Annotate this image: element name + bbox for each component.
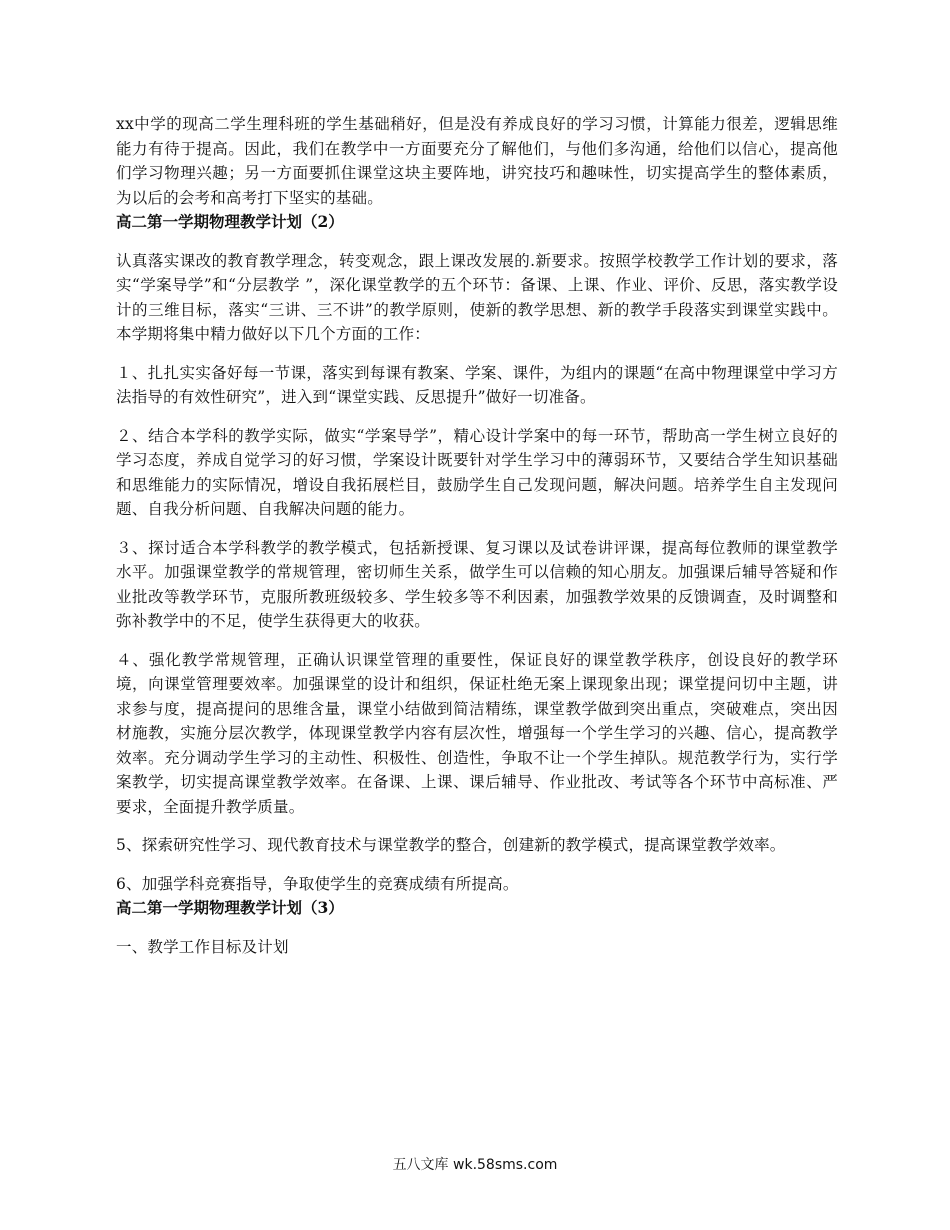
section-2-item-5: 5、探索研究性学习、现代教育技术与课堂教学的整合，创建新的教学模式，提高课堂教学效率。 [116,836,786,854]
document-body [116,112,838,959]
section-2-item-3: ３、探讨适合本学科教学的教学模式，包括新授课、复习课以及试卷讲评课，提高每位教师的课堂教学水平。加强课堂教学的常规管理，密切师生关系，做学生可以信赖的知心朋友。加强课后辅导答疑和作业批改等教学环节，克服所教班级较多、学生较多等不利因素，加强教学效果的反馈调查，及时调整和弥补教学中的不足，使学生获得更大的收获。 [116,538,838,630]
section-3-title: 高二第一学期物理教学计划（3） [116,898,344,917]
section-2-item-2: ２、结合本学科的教学实际，做实“学案导学”，精心设计学案中的每一环节，帮助高一学生树立良好的学习态度，养成自觉学习的好习惯，学案设计既要针对学生学习中的薄弱环节，又要结合学生知识基础和思维能力的实际情况，增设自我拓展栏目，鼓励学生自己发现问题，解决问题。培养学生自主发现问题、自我分析问题、自我解决问题的能力。 [116,426,838,518]
section-2-paragraph-intro: 认真落实课改的教育教学理念，转变观念，跟上课改发展的.新要求。按照学校教学工作计划的要求，落实“学案导学”和“分层教学 ”，深化课堂教学的五个环节：备课、上课、作业、评价、反思，落实教学设计的三维目标，落实“三讲、三不讲”的教学原则，使新的教学思想、新的教学手段落实到课堂实践中。本学期将集中精力做好以下几个方面的工作： [116,251,838,343]
section-2-item-6: 6、加强学科竞赛指导，争取使学生的竞赛成绩有所提高。 [116,874,519,893]
page-footer: 五八文库 wk.58sms.com [392,1157,558,1173]
section-2-title: 高二第一学期物理教学计划（2） [116,212,344,231]
section-2-item-4: ４、强化教学常规管理，正确认识课堂管理的重要性，保证良好的课堂教学秩序，创设良好的教学环境，向课堂管理要效率。加强课堂的设计和组织，保证杜绝无案上课现象出现；课堂提问切中主题，讲求参与度，提高提问的思维含量，课堂小结做到简洁精练，课堂教学做到突出重点，突破难点，突出因材施教，实施分层次教学，体现课堂教学内容有层次性，增强每一个学生学习的兴趣、信心，提高教学效率。充分调动学生学习的主动性、积极性、创造性，争取不让一个学生掉队。规范教学行为，实行学案教学，切实提高课堂教学效率。在备课、上课、课后辅导、作业批改、考试等各个环节中高标准、严要求，全面提升教学质量。 [116,650,838,816]
intro-paragraph: xx中学的现高二学生理科班的学生基础稍好，但是没有养成良好的学习习惯，计算能力很差，逻辑思维能力有待于提高。因此，我们在教学中一方面要充分了解他们，与他们多沟通，给他们以信心，提高他们学习物理兴趣；另一方面要抓住课堂这块主要阵地，讲究技巧和趣味性，切实提高学生的整体素质，为以后的会考和高考打下坚实的基础。 [116,115,838,207]
section-2-item-1: １、扎扎实实备好每一节课，落实到每课有教案、学案、课件，为组内的课题“在高中物理课堂中学习方法指导的有效性研究”，进入到“课堂实践、反思提升”做好一切准备。 [116,363,838,406]
section-3-first-line: 一、教学工作目标及计划 [116,937,289,956]
